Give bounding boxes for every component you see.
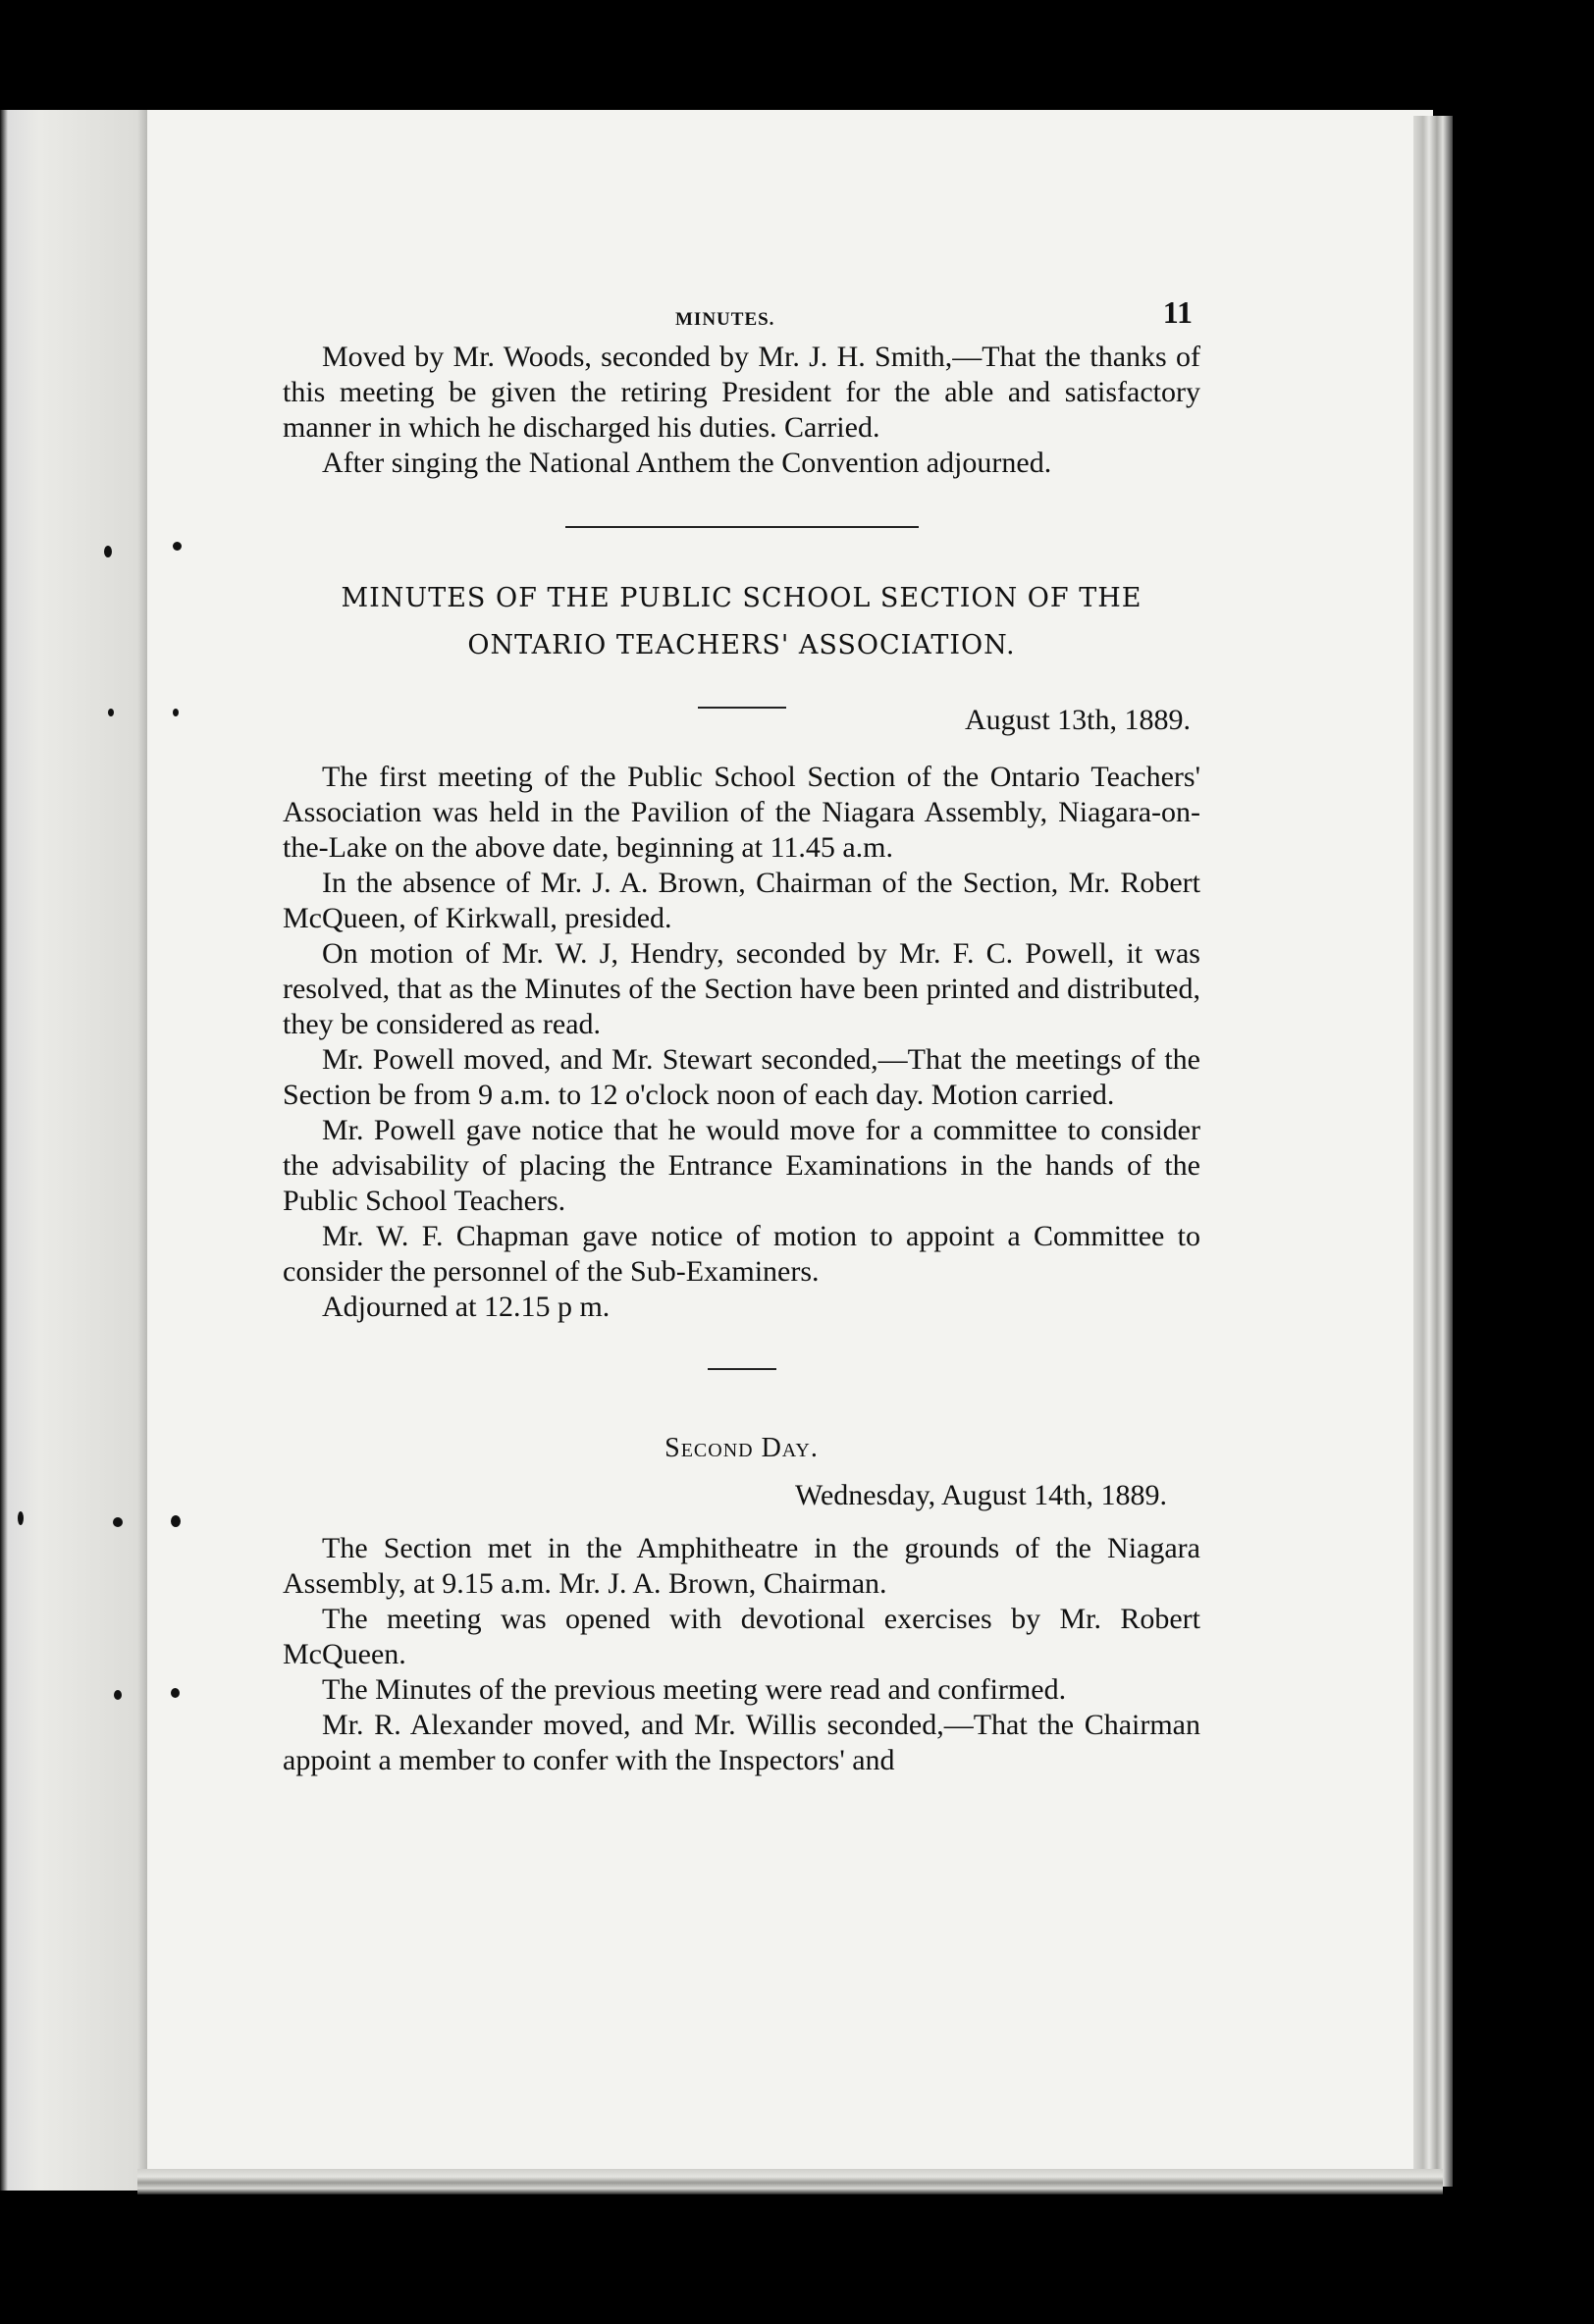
paragraph: The meeting was opened with devotional exercises by Mr. Robert McQueen. [283, 1603, 1200, 1670]
second-day-heading: Second Day. [664, 1433, 819, 1463]
paragraph: Adjourned at 12.15 p m. [322, 1291, 611, 1323]
paragraph: The Minutes of the previous meeting were read and confirmed. [322, 1673, 1067, 1706]
paragraph: Mr. Powell gave notice that he would move for a committee to consider the advisability of placing the Entrance Examinations in the hands of the Public School Teachers. [283, 1114, 1200, 1217]
margin-speck [173, 542, 182, 551]
running-head-title: MINUTES. [675, 309, 775, 330]
paragraph: The Section met in the Amphitheatre in the grounds of the Niagara Assembly, at 9.15 a.m. Mr. J. A. Brown, Chairman. [283, 1532, 1200, 1600]
paragraph: On motion of Mr. W. J, Hendry, seconded by Mr. F. C. Powell, it was resolved, that as the Minutes of the Section have been printed and distributed, they be considered as read. [283, 937, 1200, 1040]
margin-speck [173, 709, 179, 716]
paragraph: Mr. R. Alexander moved, and Mr. Willis seconded,—That the Chairman appoint a member to confer with the Inspectors' and [283, 1709, 1200, 1776]
margin-speck [108, 709, 114, 716]
meeting-date: Wednesday, August 14th, 1889. [795, 1479, 1167, 1511]
margin-speck [114, 1690, 122, 1700]
page-stack-right [1413, 116, 1453, 2187]
page-stack-bottom [137, 2169, 1443, 2194]
divider-rule [565, 526, 919, 528]
second-day-minutes [283, 1531, 1200, 1778]
paragraph: The first meeting of the Public School Section of the Ontario Teachers' Association was held in the Pavilion of the Niagara Assembly, Niagara-on-the-Lake on the above date, beginning at 11.45 a.m. [283, 761, 1200, 864]
section-heading [283, 575, 1200, 669]
margin-speck [113, 1517, 123, 1527]
paragraph: Mr. W. F. Chapman gave notice of motion to appoint a Committee to consider the personnel of the Sub-Examiners. [283, 1220, 1200, 1288]
section-heading-line: MINUTES OF THE PUBLIC SCHOOL SECTION OF THE [341, 583, 1142, 613]
meeting-date: August 13th, 1889. [964, 704, 1191, 736]
paragraph: In the absence of Mr. J. A. Brown, Chairman of the Section, Mr. Robert McQueen, of Kirkwall, presided. [283, 867, 1200, 934]
divider-rule [708, 1368, 776, 1370]
section-heading-line: ONTARIO TEACHERS' ASSOCIATION. [467, 630, 1016, 660]
paragraph: Mr. Powell moved, and Mr. Stewart seconded,—That the meetings of the Section be from 9 a.m. to 12 o'clock noon of each day. Motion carried. [283, 1043, 1200, 1111]
running-head [283, 294, 1200, 340]
margin-speck [171, 1688, 180, 1698]
left-page-edge [0, 110, 149, 2191]
margin-speck [171, 1515, 181, 1527]
margin-speck [18, 1511, 24, 1525]
page-content [283, 294, 1200, 1778]
paragraph: Moved by Mr. Woods, seconded by Mr. J. H. Smith,—That the thanks of this meeting be given the retiring President for the able and satisfactory manner in which he discharged his duties. Carried. [283, 341, 1200, 444]
page-number: 11 [1162, 294, 1193, 330]
paragraph: After singing the National Anthem the Convention adjourned. [322, 447, 1052, 479]
first-day-minutes [283, 760, 1200, 1325]
margin-speck [104, 546, 112, 557]
